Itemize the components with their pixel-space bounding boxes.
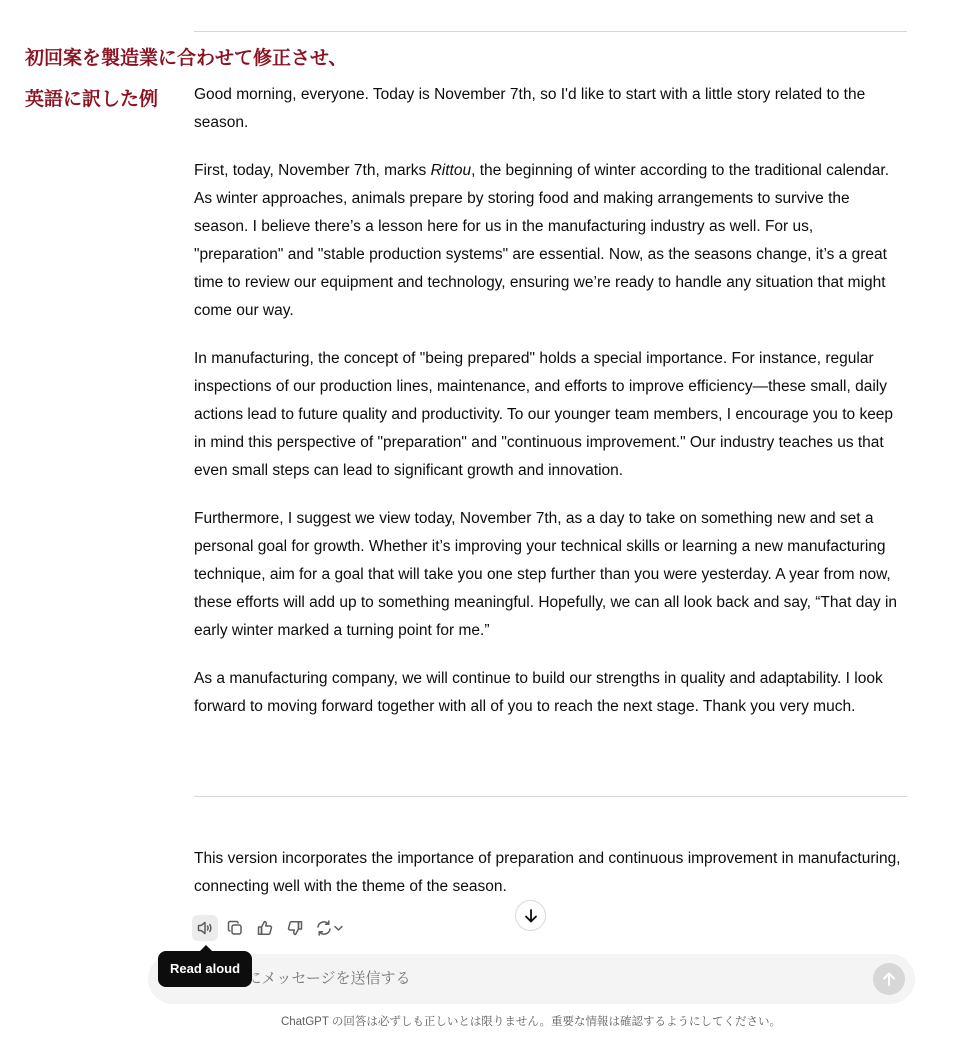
message-paragraph (194, 157, 906, 325)
read-aloud-button[interactable] (192, 915, 218, 941)
scroll-down-button[interactable] (515, 900, 546, 931)
thumbs-down-icon (286, 919, 304, 937)
top-divider (194, 31, 907, 32)
message-emphasis: Rittou (430, 162, 472, 179)
copy-icon (226, 919, 244, 937)
assistant-message (194, 81, 906, 741)
message-paragraph: Furthermore, I suggest we view today, November 7th, as a day to take on something new and set a personal goal for growth. Whether it’s improving your technical skills or learning a new manufacturing technique, aim for a goal that will take you one step further than you were yesterday. A year from now, these efforts will add up to something meaningful. Hopefully, we can all look back and say, “That day in early winter marked a turning point for me.” (194, 510, 898, 639)
message-divider (194, 796, 907, 797)
regenerate-button[interactable] (312, 915, 348, 941)
arrow-up-icon (881, 971, 897, 987)
message-composer (148, 954, 915, 1004)
thumbs-up-button[interactable] (252, 915, 278, 941)
annotation-line-1: 初回案を製造業に合わせて修正させ、 (25, 48, 348, 69)
thumbs-up-icon (256, 919, 274, 937)
message-text: , the beginning of winter according to the traditional calendar. As winter approaches, animals prepare by storing food and making arrangements to survive the season. I believe there’s a lesson here for us in the manufacturing industry as well. For us, "preparation" and "stable production systems" are essential. Now, as the seasons change, it’s a great time to review our equipment and technology, ensuring we’re ready to handle any situation that might come our way. (194, 162, 890, 319)
message-actions (192, 914, 348, 942)
message-paragraph: In manufacturing, the concept of "being prepared" holds a special importance. For instance, regular inspections of our production lines, maintenance, and efforts to improve efficiency—these small, daily actions lead to future quality and productivity. To our younger team members, I encourage you to keep in mind this perspective of "preparation" and "continuous improvement." Our industry teaches us that even small steps can lead to significant growth and innovation. (194, 350, 894, 479)
regenerate-icon (315, 919, 345, 937)
speaker-icon (196, 919, 214, 937)
message-paragraph: Good morning, everyone. Today is November 7th, so I'd like to start with a little story related to the season. (194, 86, 866, 131)
message-text: First, today, November 7th, marks (194, 162, 431, 179)
thumbs-down-button[interactable] (282, 915, 308, 941)
copy-button[interactable] (222, 915, 248, 941)
read-aloud-tooltip: Read aloud (158, 951, 252, 987)
followup-text: This version incorporates the importance of preparation and continuous improvement in manufacturing, connecting well with the theme of the season. (194, 850, 901, 895)
message-input[interactable] (180, 954, 860, 1004)
send-button[interactable] (873, 963, 905, 995)
disclaimer-text: ChatGPT の回答は必ずしも正しいとは限りません。重要な情報は確認するようにしてください。 (280, 1016, 782, 1028)
annotation-line-2: 英語に訳した例 (25, 89, 159, 110)
arrow-down-icon (523, 908, 539, 924)
message-paragraph: As a manufacturing company, we will continue to build our strengths in quality and adaptability. I look forward to moving forward together with all of you to reach the next stage. Thank you very much. (194, 670, 883, 715)
